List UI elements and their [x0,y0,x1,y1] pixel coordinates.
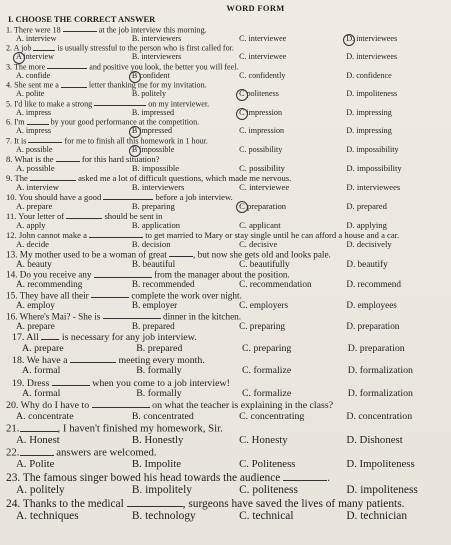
answer-options [6,202,445,211]
question-18 [6,354,445,377]
answer-options [6,35,445,43]
answer-blank [66,211,102,219]
answer-option-b: B. application [131,219,181,230]
question-4 [6,80,445,98]
answer-option-a: A. impress [16,126,52,136]
question-7 [6,136,445,154]
answer-option-a: A. decide [16,238,49,249]
answer-options [6,260,445,270]
stem-text-before: 23. The famous singer bowed his head towards the audience [6,471,284,484]
stem-text-before: 2. A job [6,43,34,53]
stem-text-after: on what the teacher is explaining in the class? [149,400,334,412]
answer-option-a: A. prepare [16,320,55,331]
answer-option-c: C. Politeness [239,458,296,471]
answer-option-c: C. decisive [239,238,278,249]
stem-text-before: 10. You should have a good [6,191,104,202]
answer-option-c: C politeness [239,90,346,98]
answer-option-a: A. beauty [16,258,52,269]
stem-text-after: is usually stressful to the person who is first called for. [55,43,234,53]
answer-option-b: B impossible [132,146,239,154]
question-stem [6,399,445,411]
stem-text-after: by your good performance at the competition. [48,117,200,127]
question-stem [6,471,445,485]
stem-text-after: , but now she gets old and looks pale. [193,248,331,259]
answer-option-d: D. confidence [346,70,392,80]
answer-option-a: A. recommending [16,279,83,290]
question-23 [6,471,445,497]
stem-text-before: 8. What is the [6,153,56,164]
answer-options [6,221,445,230]
answer-blank [103,311,161,319]
question-20 [6,399,445,422]
answer-options [6,459,445,470]
stem-text-before: 18. We have a [12,354,70,366]
answer-option-b: B confident [132,72,239,80]
answer-option-d: D. employees [346,299,397,310]
answer-blank [20,422,58,432]
answer-option-d: D. impossibility [346,162,402,173]
answer-blank [94,99,146,106]
stem-text-after: , surgeons have saved the lives of many patients. [182,497,405,510]
answer-option-a: A. prepare [22,342,64,354]
answer-option-d: D. formalization [347,365,413,377]
answer-option-c: C. formalize [241,387,292,399]
answer-option-c: C. confidently [239,70,286,80]
answer-option-d: D. decisively [346,238,392,249]
stem-text-before: 5. I'd like to make a strong [6,99,95,109]
answer-options [12,344,445,354]
answer-option-c: C. employers [239,299,289,310]
question-3 [6,62,445,80]
answer-option-d: D. impossibility [346,144,399,154]
answer-option-c: C. impression [239,126,285,136]
answer-blank [33,43,55,50]
answer-options [6,127,445,135]
stem-text-after: and positive you look, the better you will feel. [87,62,239,72]
answer-option-a: A. techniques [16,509,79,522]
answer-option-a: A. interview [16,181,59,192]
answer-blank [70,354,116,363]
stem-text-after: for me to finish all this homework in 1 hour. [62,136,208,146]
question-17 [6,331,445,354]
answer-options [6,146,445,154]
answer-option-a: A. possible [16,162,55,173]
answer-options [12,389,445,399]
answer-option-a: A interview [16,53,132,61]
answer-option-d: D. interviewees [346,52,398,62]
answer-option-c: C. Honesty [239,433,288,446]
question-5 [6,99,445,117]
answer-option-c: C. interviewee [239,52,287,62]
answer-option-d: D. impoliteness [346,89,398,99]
answer-option-d: D. recommend [346,279,401,290]
answer-option-d: D. applying [346,219,387,230]
answer-option-a: A. apply [16,219,46,230]
answer-option-c: C. applicant [239,219,281,230]
answer-option-d: D. prepared [346,200,387,211]
answer-option-b: B. prepared [131,320,175,331]
answer-option-a: A. polite [16,89,45,99]
question-stem [6,497,445,511]
stem-text-before: 24. Thanks to the medical [6,497,127,510]
stem-text-before: 4. She sent me a [6,80,61,90]
answer-option-b: B. recommended [131,279,195,290]
answer-option-d: D. interviewees [346,35,445,43]
answer-options [6,72,445,80]
stem-text-before: 14. Do you receive any [6,269,94,280]
answer-option-d: D. formalization [347,387,413,399]
answer-option-c: C. possibility [239,144,283,154]
stem-text-after: at the job interview this morning. [96,25,207,35]
answer-options [6,435,445,446]
stem-text-after: , I haven't finished my homework, Sir. [57,422,223,435]
answer-option-c: C. politeness [239,483,298,496]
question-stem [6,311,445,322]
stem-text-after: on my interviewer. [146,99,210,109]
question-11 [6,211,445,230]
question-6 [6,117,445,135]
answer-options [6,412,445,422]
answer-option-d: D. interviewees [346,181,401,192]
stem-text-after: meeting every month. [115,354,205,366]
question-14 [6,269,445,290]
question-16 [6,311,445,332]
stem-text-after: asked me a lot of difficult questions, which made me nervous. [75,172,292,183]
answer-option-c: C. concentrating [239,410,305,422]
stem-text-before: 19. Dress [12,377,52,389]
answer-option-c: C preparation [239,202,346,211]
stem-text-after: for this hard situation? [79,153,160,164]
answer-blank [28,136,62,143]
answer-option-b: B. Honestly [131,433,184,446]
answer-option-b: B. employer [131,299,178,310]
stem-text-after: dinner in the kitchen. [160,310,242,321]
answer-option-a: A. formal [22,387,61,399]
answer-blank [283,471,327,481]
answer-options [6,164,445,173]
answer-options [6,109,445,117]
answer-blank [47,62,87,69]
section-title: I. CHOOSE THE CORRECT ANSWER [8,14,156,24]
stem-text-after: when you come to a job interview! [89,377,230,389]
answer-option-c: C. technical [239,509,294,522]
answer-blank [56,154,80,162]
answer-option-b: B. concentrated [131,410,194,422]
answer-options [6,322,445,332]
answer-option-a: A. impress [16,107,52,117]
answer-option-b: B. formally [136,365,182,377]
answer-option-d: D. beautify [346,258,388,269]
answer-blank [89,230,143,238]
answer-option-b: B. beautiful [131,258,176,269]
worksheet-title: WORD FORM [226,3,285,13]
question-12 [6,230,445,249]
stem-text-before: 13. My mother used to be a woman of great [6,248,170,259]
answer-option-d: D. concentration [346,410,413,422]
stem-text-before: 6. I'm [6,117,27,127]
question-15 [6,290,445,311]
answer-option-c: C. beautifully [239,258,290,269]
answer-option-d: D. preparation [346,320,400,331]
question-13 [6,249,445,270]
answer-options [6,53,445,61]
answer-options [6,183,445,192]
answer-option-a: A. interview [16,33,57,43]
stem-text-after: . [327,471,331,484]
stem-text-after: answers are welcomed. [53,446,157,459]
answer-blank [30,173,76,181]
answer-options [6,90,445,98]
answer-option-b: B. Impolite [131,458,182,471]
answer-option-b: B. formally [136,387,182,399]
answer-options [6,511,445,523]
answer-option-b: B. impossible [131,162,180,173]
question-2 [6,43,445,61]
answer-option-b: B. decision [131,238,171,249]
answer-option-a: A. Honest [16,433,60,446]
answer-option-d: D. technician [346,509,408,522]
answer-option-c: C impression [239,109,346,117]
question-stem [6,249,445,260]
stem-text-before: 16. Where's Mai? - She is [6,310,103,321]
answer-option-c: C. interviewee [239,33,287,43]
stem-text-before: 11. Your letter of [6,210,67,221]
stem-text-before: 12. John cannot make a [6,229,90,240]
stem-text-after: complete the work over night. [129,290,242,301]
question-8 [6,154,445,173]
answer-option-b: B. interviewers [131,33,182,43]
answer-option-d: D. impressing [346,107,392,117]
answer-option-c: C. preparing [239,320,286,331]
answer-option-a: A. prepare [16,200,53,211]
stem-text-before: 3. The more [6,62,48,72]
question-10 [6,192,445,211]
stem-text-before: 21. [6,422,20,435]
stem-text-after: should be sent in [102,210,163,221]
question-stem [12,331,445,343]
answer-option-a: A. employ [16,299,55,310]
answer-options [12,366,445,376]
answer-option-b: B. impressed [131,107,175,117]
answer-blank [27,117,49,124]
stem-text-before: 22. [6,446,20,459]
answer-blank [127,497,183,507]
answer-option-a: A. possible [16,144,53,154]
stem-text-before: 20. Why do I have to [6,400,92,412]
answer-option-d: D. Impoliteness [346,458,415,471]
answer-blank [103,192,153,200]
answer-option-c: C. formalize [241,365,292,377]
answer-blank [92,399,150,408]
question-24 [6,497,445,523]
answer-option-a: A. politely [16,483,65,496]
answer-option-a: A. confide [16,70,51,80]
answer-blank [63,25,97,32]
question-22 [6,446,445,470]
stem-text-after: letter thanking me for my invitation. [86,80,207,90]
answer-option-d: D. impoliteness [346,483,418,496]
question-9 [6,173,445,192]
answer-option-b: B. interviewers [131,52,182,62]
answer-blank [20,446,54,456]
stem-text-before: 1. There were 18 [6,25,63,35]
question-21 [6,422,445,446]
answer-option-b: B. preparing [131,200,175,211]
answer-option-a: A. concentrate [16,410,74,422]
stem-text-after: from the manager about the position. [151,269,290,280]
answer-blank [169,249,193,257]
stem-text-after: before a job interview. [153,191,233,202]
answer-option-b: B. interviewers [131,181,185,192]
answer-options [6,301,445,311]
question-1 [6,25,445,43]
stem-text-before: 9. The [6,172,30,183]
stem-text-before: 17. All [12,332,42,344]
answer-option-c: C. possibility [239,162,285,173]
answer-options [6,485,445,497]
question-19 [6,377,445,400]
answer-option-d: D. preparation [347,342,405,354]
answer-blank [94,269,152,277]
answer-option-b: B. prepared [136,342,183,354]
answer-option-c: C. recommendation [239,279,312,290]
answer-blank [52,377,90,386]
answer-options [6,280,445,290]
stem-text-before: 7. It is [6,136,29,146]
answer-option-b: B. impolitely [131,483,192,496]
answer-option-c: C. preparing [241,342,292,354]
question-list [6,25,445,523]
stem-text-after: is necessary for any job interview. [59,332,197,344]
answer-option-a: A. Polite [16,458,55,471]
answer-option-b: B. technology [131,509,196,522]
answer-option-d: D. Dishonest [346,433,403,446]
answer-blank [91,290,129,298]
answer-option-a: A. formal [22,365,61,377]
answer-option-d: D. impressing [346,126,392,136]
answer-option-b: B. politely [131,89,167,99]
answer-options [6,240,445,249]
answer-blank [61,80,87,87]
answer-blank [41,331,59,340]
stem-text-after: to get married to Mary or stay single until he can afford a house and a car. [143,229,400,240]
stem-text-before: 15. They have all their [6,290,92,301]
answer-option-b: B impressed [132,127,239,135]
answer-option-c: C. interviewee [239,181,290,192]
